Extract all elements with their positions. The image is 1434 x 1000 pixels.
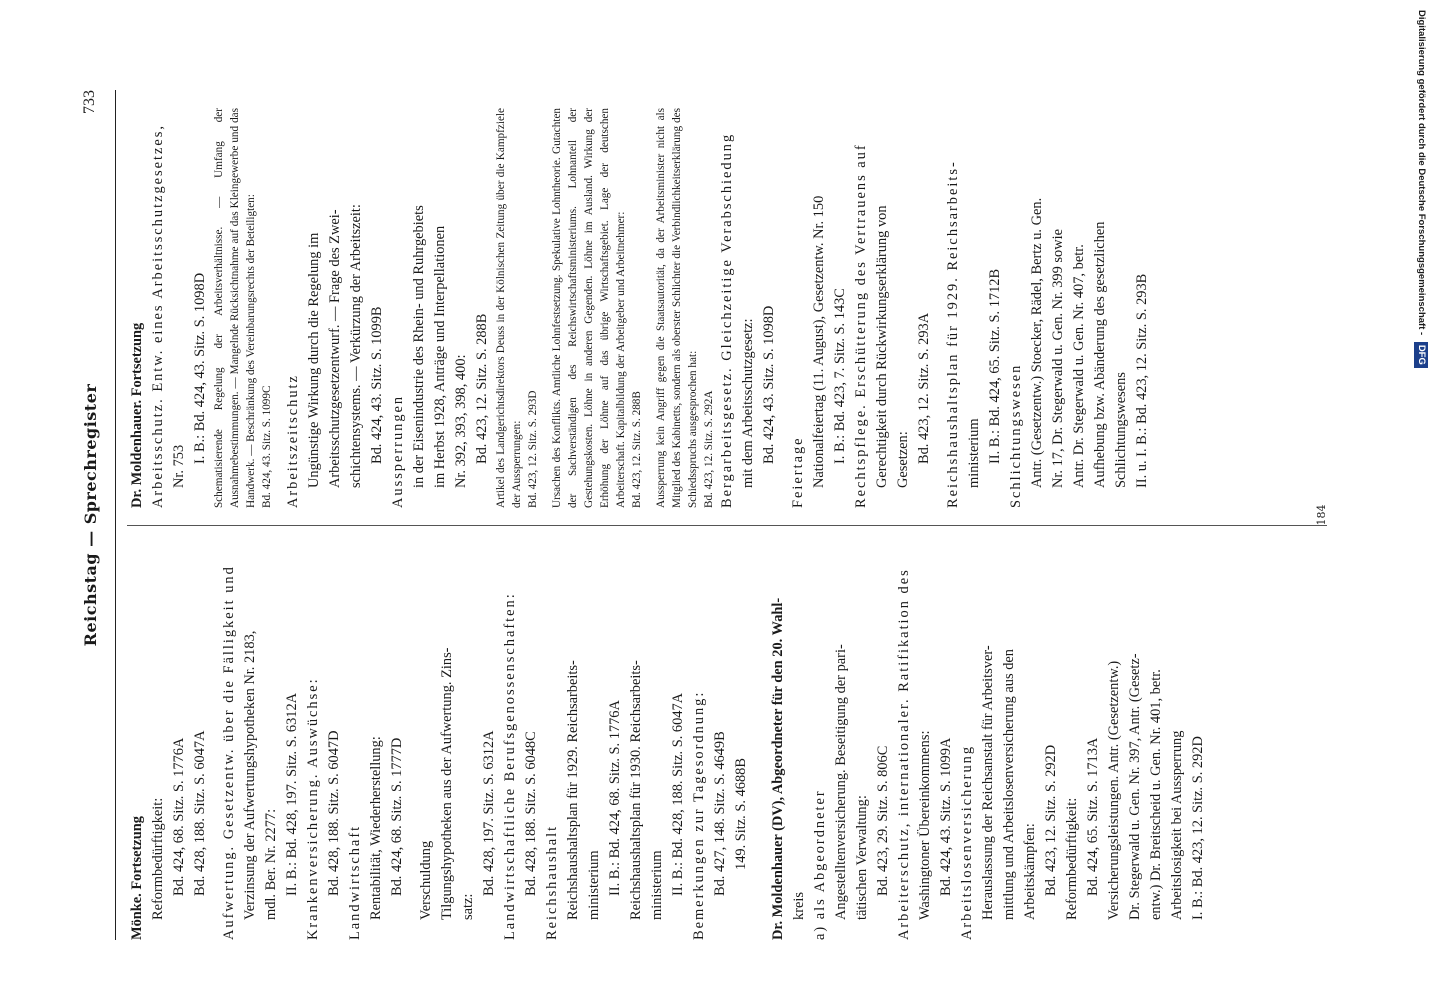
entry-line: Verzinsung der Aufwertungshypotheken Nr. 2183, [242,630,258,920]
right-column [127,108,1327,508]
entry-line: schichtensystems. — Verkürzung der Arbeitszeit: [348,204,364,488]
topic-line: Aussperrungen [390,394,406,508]
reference-line: Bd. 423, 12. Sitz. S. 292A [703,390,715,508]
entry-line: Versicherungsleistungen. Antr. (Gesetzentw.) [1106,660,1122,920]
entry-line: Antr. Dr. Stegerwald u. Gen. Nr. 407, betr. [1071,244,1087,488]
reference-line: 149. Sitz. S. 4688B [733,758,749,870]
reference-line: Bd. 428, 188. Sitz. S. 6047D [326,730,342,896]
reference-line: Bd. 424, 43. Sitz. S. 1099A [938,737,954,896]
reference-line: Bd. 427, 148. Sitz. S. 4649B [712,731,728,896]
entry-line: Gesetzen: [895,431,911,488]
page-number: 733 [81,90,98,114]
topic-line: Krankenversicherung. Auswüchse: [305,677,321,940]
entry-line: mdl. Ber. Nr. 2277: [263,808,279,920]
reference-line: Bd. 424, 43. Sitz. S. 1099C [261,385,273,508]
entry-line: Rentabilität, Wiederherstellung: [368,736,384,920]
entry-line: Arbeitslosigkeit bei Aussperrung [1169,730,1185,920]
reference-line: Bd. 424, 68. Sitz. S. 1777D [389,737,405,896]
topic-line: Landwirtschaftliche Berufsgenossenschaften: [502,592,518,940]
reference-line: Bd. 428, 188. Sitz. S. 6048C [523,731,539,896]
entry-line: Tilgungshypotheken aus der Aufwertung. Zins- [439,647,455,920]
topic-line: Reichshaushalt [544,824,560,940]
left-column [127,540,1327,940]
reference-line: I. B.: Bd. 423, 7. Sitz. S. 143C [832,288,848,464]
entry-line: Schlichtungswesens [1113,372,1129,488]
entry-line: Reformbedürftigkeit: [1064,797,1080,920]
register-page [75,90,1335,940]
entry-line: Arbeitsschutzgesetzentwurf. — Frage des Zwei- [327,209,343,488]
page-header [75,90,116,940]
entry-line: Aufhebung bzw. Abänderung des gesetzlichen [1092,221,1108,488]
digitization-credit [1414,10,1428,990]
reference-line: II. B.: Bd. 424, 68. Sitz. S. 1776A [607,700,623,896]
entry-line: Gerechtigkeit durch Rückwirkungserklärung von [874,205,890,488]
note-paragraph: Schematisierende Regelung der Arbeitsverhältnisse. — Umfang der Ausnahmebestimmungen. — Mangelnde Rücksichtnahme auf das Kleingewerbe und das Handwerk. — Beschränkung des Vereinbarungsrechts der Beteiligten: [213,108,257,508]
entry-line: Antr. (Gesetzentw.) Stoecker, Rädel, Bertz u. Gen. [1029,197,1045,488]
note-paragraph: Ursachen des Konflikts. Amtliche Lohnfestsetzung. Spekulative Lohntheorie. Gutachten der Sachverständigen des Reichswirtschaftsministeriums. Lohnanteil der Gestehungskosten. Löhne in anderen Gegenden. Löhne im Ausland. Wirkung der Erhöhung der Löhne auf das übrige Wirtschaftsgebiet. Lage der deutschen Arbeiterschaft. Kapitalbildung der Arbeitgeber und Arbeitnehmer: [551,108,627,508]
reference-line: I. B.: Bd. 424, 43. Sitz. S. 1098D [192,272,208,464]
reference-line: II. u. I. B.: Bd. 423, 12. Sitz. S. 293B [1134,273,1150,488]
subtopic-line: Verschuldung [418,840,434,920]
entry-line: Nr. 17, Dr. Stegerwald u. Gen. Nr. 399 sowie [1050,229,1066,488]
signature-mark: 184 [1315,504,1328,526]
entry-line: Reformbedürftigkeit: [150,797,166,920]
entry-line: tätischen Verwaltung: [854,795,870,920]
entry-line: ministerium [649,850,665,920]
reference-line: Bd. 423, 12. Sitz. S. 293A [916,312,932,464]
reference-line: Bd. 428, 188. Sitz. S. 6047A [192,730,208,896]
topic-line: Reichshaushaltsplan für 1929. Reichsarbeits- [945,160,961,508]
column-divider [127,525,1327,526]
topic-line: Arbeitsschutz. Entw. eines Arbeitsschutzgesetzes, [150,124,166,508]
topic-line: Arbeiterschutz, internationaler. Ratifikation des [896,568,912,940]
topic-line: Arbeitslosenversicherung [959,744,975,940]
dfg-logo: DFG [1414,342,1428,368]
reference-line: Bd. 423, 12. Sitz. S. 293D [527,390,539,508]
topic-line: Rechtspflege. Erschütterung des Vertrauens auf [853,143,869,508]
entry-line: Reichshaushaltsplan für 1929. Reichsarbeits- [565,660,581,920]
entry-line: kreis [791,892,807,920]
reference-line: Bd. 423, 12. Sitz. S. 288B [631,391,643,508]
reference-line: Bd. 423, 29. Sitz. S. 806C [875,745,891,896]
entry-heading: Mönke. Fortsetzung [129,816,145,940]
entry-heading: Dr. Moldenhauer. Fortsetzung [129,322,145,508]
topic-line: Bergarbeitsgesetz. Gleichzeitige Verabschiedung [719,132,735,508]
topic-line: a) als Abgeordneter [812,789,828,940]
reference-line: II. B.: Bd. 424, 65. Sitz. S. 1712B [987,268,1003,464]
entry-line: Nationalfeiertag (11. August), Gesetzentw. Nr. 150 [811,195,827,488]
entry-line: entw.) Dr. Breitscheid u. Gen. Nr. 401, betr. [1148,669,1164,920]
entry-line: Herauslassung der Reichsanstalt für Arbeitsver- [980,645,996,920]
entry-heading: Dr. Moldenhauer (DV), Abgeordneter für den 20. Wahl- [770,597,786,940]
topic-line: Bemerkungen zur Tagesordnung: [691,690,707,940]
reference-line: Bd. 424, 68. Sitz. S. 1776A [171,737,187,896]
entry-line: Nr. 392, 393, 398, 400: [453,354,469,488]
entry-line: Arbeitskämpfen: [1022,823,1038,920]
topic-line: Aufwertung. Gesetzentw. über die Fälligkeit und [221,565,237,940]
reference-line: Bd. 424, 65. Sitz. S. 1713A [1085,737,1101,896]
reference-line: Bd. 423, 12. Sitz. S. 292D [1043,744,1059,896]
credit-text: Digitalisierung gefördert durch die Deutsche Forschungsgemeinschaft - [1416,10,1427,336]
entry-line: im Herbst 1928, Anträge und Interpellationen [432,225,448,488]
entry-line: Angestelltenversicherung. Beseitigung der pari- [833,644,849,920]
note-paragraph: Artikel des Landgerichtsdirektors Deuss in der Kölnischen Zeitung über die Kampfziele der Aussperrungen: [495,108,523,508]
entry-line: ministerium [966,418,982,488]
reference-line: Bd. 424, 43. Sitz. S. 1098D [761,305,777,464]
entry-line: Nr. 753 [171,444,187,488]
entry-line: Dr. Stegerwald u. Gen. Nr. 397, Antr. (Gesetz- [1127,653,1143,920]
entry-line: ministerium [586,850,602,920]
entry-line: mittlung und Arbeitslosenversicherung aus den [1001,649,1017,920]
reference-line: Bd. 428, 197. Sitz. S. 6312A [481,730,497,896]
entry-line: Ungünstige Wirkung durch die Regelung im [306,232,322,488]
reference-line: Bd. 423, 12. Sitz. S. 288B [474,313,490,464]
entry-line: Reichshaushaltsplan für 1930. Reichsarbeits- [628,660,644,920]
entry-line: satz: [460,893,476,920]
reference-line: Bd. 424, 43. Sitz. S. 1099B [369,306,385,464]
running-title: Reichstag — Sprechregister [81,383,100,647]
entry-line: in der Eisenindustrie des Rhein- und Ruhrgebiets [411,205,427,488]
entry-line: Washingtoner Übereinkommens: [917,730,933,920]
entry-line: mit dem Arbeitsschutzgesetz: [740,318,756,488]
topic-line: Arbeitszeitschutz [285,374,301,508]
reference-line: II. B.: Bd. 428, 188. Sitz. S. 6047A [670,692,686,896]
topic-line: Landwirtschaft [347,824,363,940]
reference-line: II. B.: Bd. 428, 197. Sitz. S. 6312A [284,692,300,896]
topic-line: Schlichtungswesen [1008,363,1024,508]
note-paragraph: Aussperrung kein Angriff gegen die Staatsautorität, da der Arbeitsminister nicht als Mitglied des Kabinetts, sondern als oberster Schlichter die Verbindlichkeitserklärung des Schiedsspruchs ausgesprochen hat: [655,108,699,508]
reference-line: I. B.: Bd. 423, 12. Sitz. S. 292D [1190,736,1206,920]
topic-line: Feiertage [790,436,806,508]
